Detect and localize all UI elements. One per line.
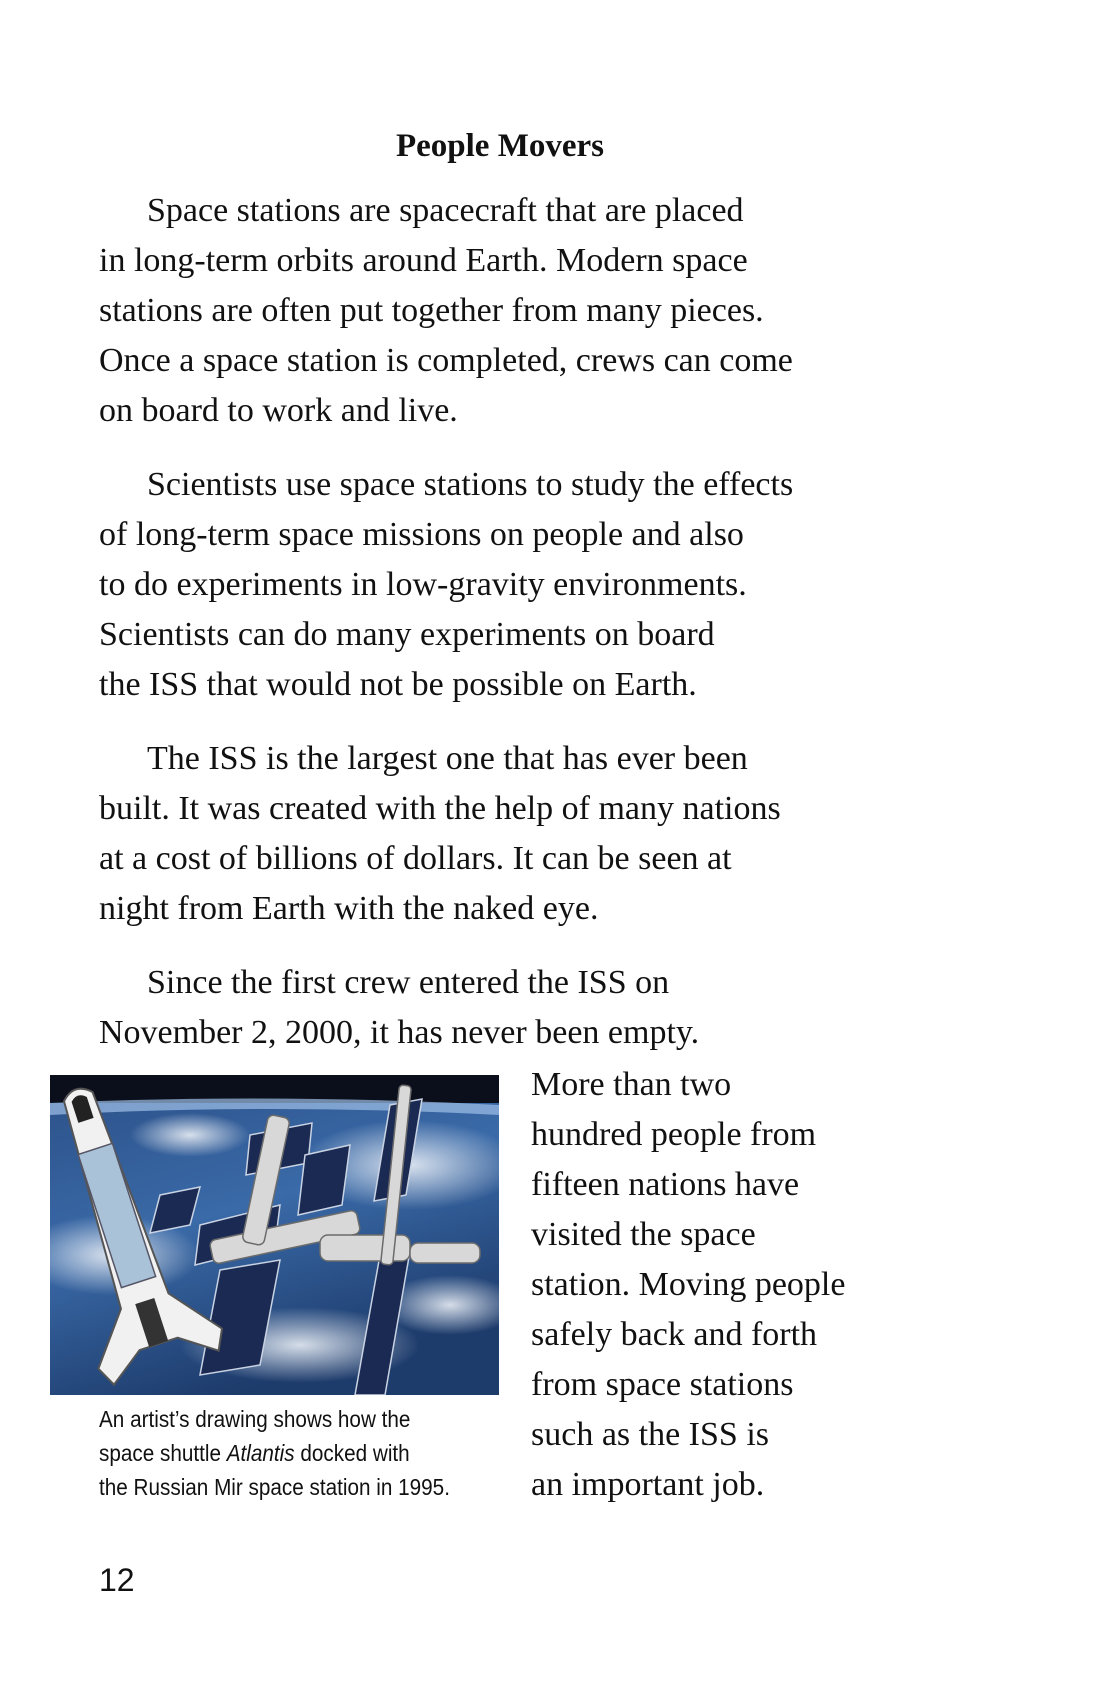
paragraph-1 bbox=[99, 186, 919, 436]
paragraph-line: night from Earth with the naked eye. bbox=[99, 890, 599, 927]
paragraph-line: safely back and forth bbox=[531, 1316, 818, 1353]
paragraph-line: an important job. bbox=[531, 1466, 765, 1503]
shuttle-name: Atlantis bbox=[226, 1440, 295, 1466]
space-station-photo bbox=[50, 1075, 499, 1395]
paragraph-line: visited the space bbox=[531, 1216, 756, 1253]
paragraph-line: station. Moving people bbox=[531, 1266, 846, 1303]
paragraph-line: in long-term orbits around Earth. Modern space bbox=[99, 242, 748, 279]
paragraph-line: Scientists use space stations to study the effects bbox=[147, 466, 794, 503]
paragraph-4-continuation bbox=[531, 1060, 931, 1510]
caption-text: docked with bbox=[294, 1440, 410, 1466]
cloud bbox=[130, 1113, 250, 1157]
paragraph-line: Once a space station is completed, crews can come bbox=[99, 342, 793, 379]
paragraph-line: to do experiments in low-gravity environments. bbox=[99, 566, 747, 603]
page-number: 12 bbox=[99, 1562, 135, 1598]
paragraph-line: stations are often put together from many pieces. bbox=[99, 292, 764, 329]
paragraph-2 bbox=[99, 460, 919, 710]
paragraph-4 bbox=[99, 958, 919, 1058]
paragraph-line: November 2, 2000, it has never been empty. bbox=[99, 1014, 700, 1051]
caption-line bbox=[99, 1436, 477, 1470]
paragraph-line: Scientists can do many experiments on board bbox=[99, 616, 715, 653]
paragraph-line: Space stations are spacecraft that are placed bbox=[147, 192, 744, 229]
paragraph-line: at a cost of billions of dollars. It can be seen at bbox=[99, 840, 732, 877]
paragraph-line: such as the ISS is bbox=[531, 1416, 769, 1453]
caption-text: space shuttle bbox=[99, 1440, 227, 1466]
paragraph-line: of long-term space missions on people and also bbox=[99, 516, 744, 553]
caption-line: An artist’s drawing shows how the bbox=[99, 1406, 411, 1432]
section-heading: People Movers bbox=[395, 128, 604, 164]
paragraph-line: from space stations bbox=[531, 1366, 794, 1403]
paragraph-line: built. It was created with the help of many nations bbox=[99, 790, 781, 827]
image-caption bbox=[99, 1402, 477, 1504]
paragraph-3 bbox=[99, 734, 919, 934]
caption-line: the Russian Mir space station in 1995. bbox=[99, 1474, 450, 1500]
paragraph-line: Since the first crew entered the ISS on bbox=[147, 964, 670, 1001]
paragraph-line: The ISS is the largest one that has ever been bbox=[147, 740, 748, 777]
paragraph-line: fifteen nations have bbox=[531, 1166, 800, 1203]
paragraph-line: the ISS that would not be possible on Earth. bbox=[99, 666, 697, 703]
paragraph-line: hundred people from bbox=[531, 1116, 817, 1153]
paragraph-line: on board to work and live. bbox=[99, 392, 458, 429]
paragraph-line: More than two bbox=[531, 1066, 732, 1103]
